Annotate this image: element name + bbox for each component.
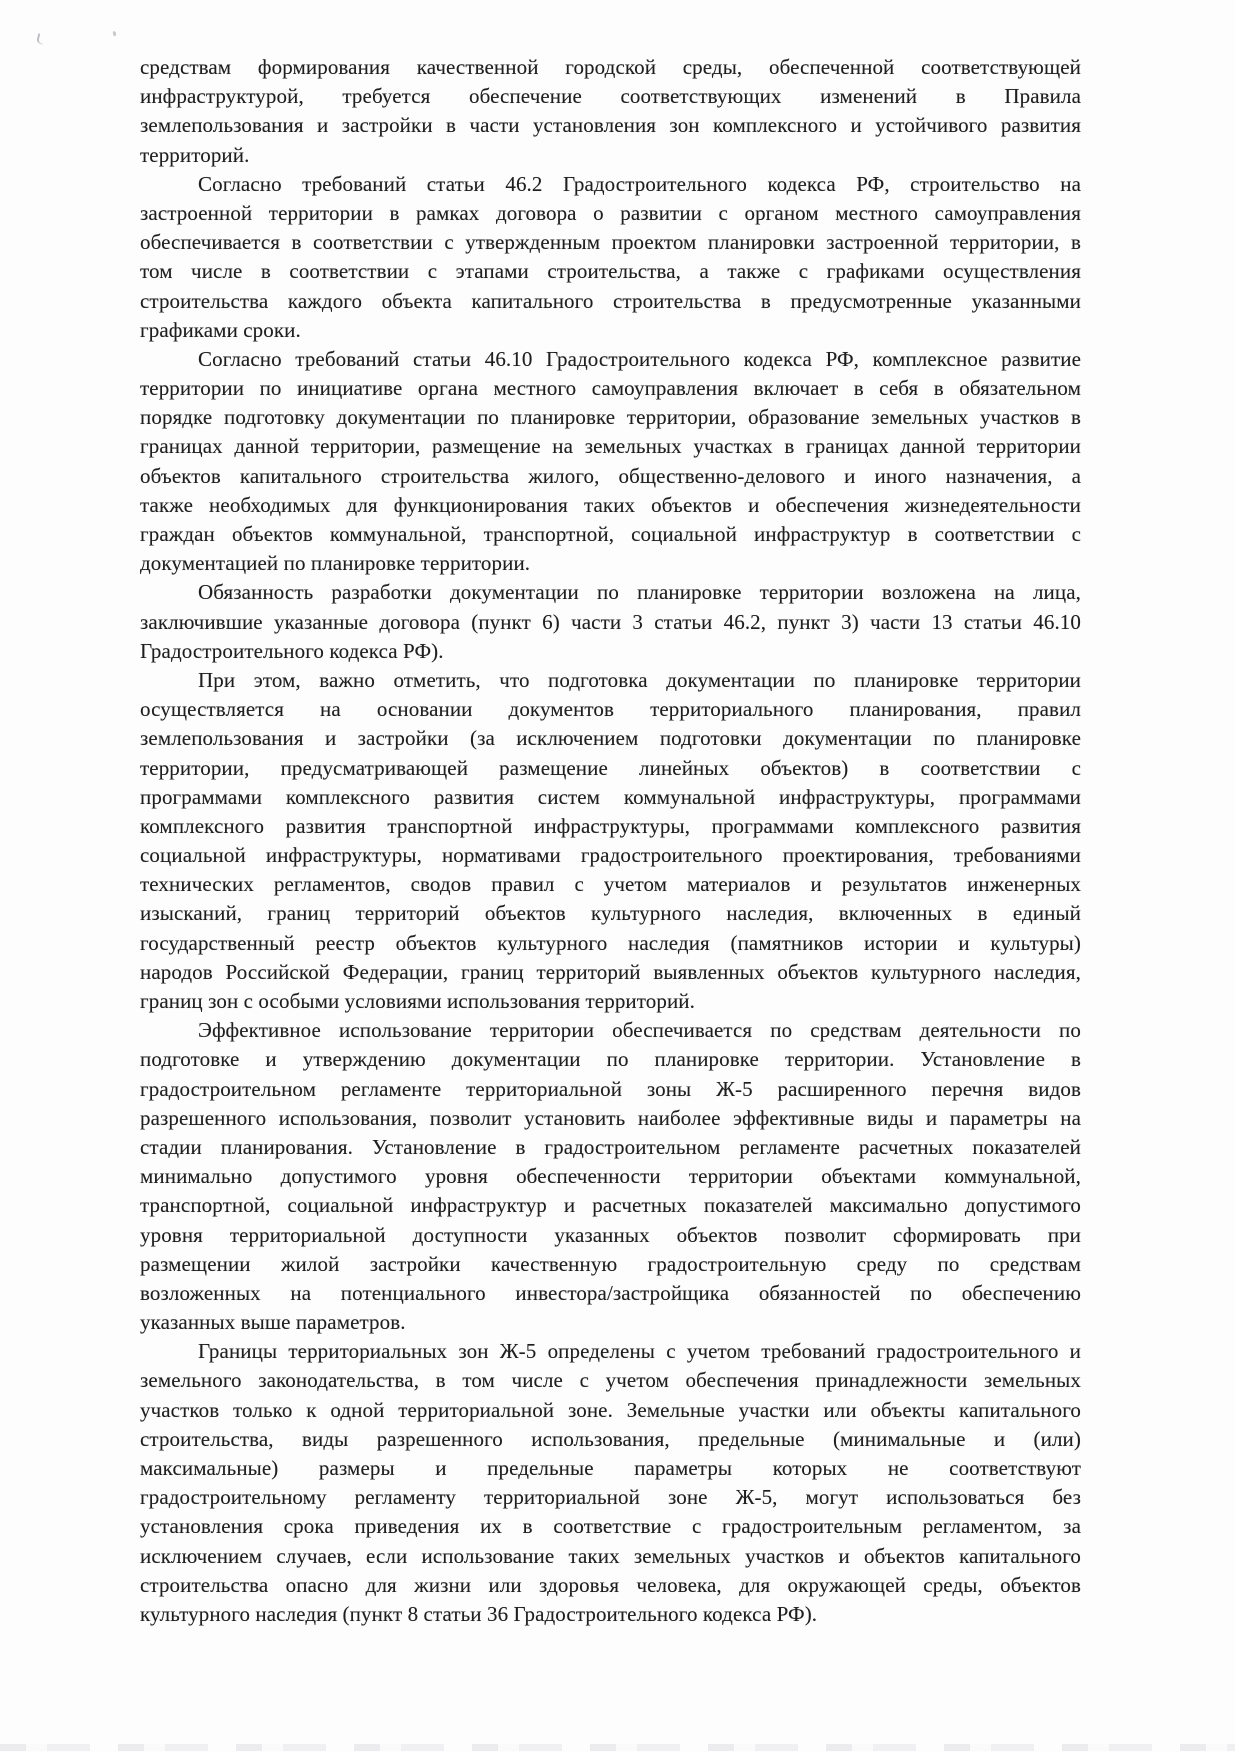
text-line: стадии планирования. Установление в градостроительном регламенте расчетных показателей — [140, 1134, 1081, 1159]
text-line: граждан объектов коммунальной, транспортной, социальной инфраструктур в соответствии с — [140, 522, 1081, 546]
text-line: Эффективное использование территории обеспечивается по средствам деятельности по — [198, 1018, 1081, 1043]
text-line: возложенных на потенциального инвестора/застройщика обязанностей по обеспечению — [140, 1280, 1081, 1305]
text-line: границах данной территории, размещение на земельных участках в границах данной территории — [140, 434, 1081, 459]
text-line: графиками сроки. — [140, 317, 301, 342]
scan-speck-artifact — [112, 31, 117, 37]
text-line: Границы территориальных зон Ж-5 определены с учетом требований градостроительного и — [198, 1339, 1081, 1364]
paragraph — [140, 666, 1081, 1016]
paragraph — [140, 1016, 1081, 1337]
scan-edge-artifact — [0, 1744, 1235, 1751]
text-line: землепользования и застройки в части установления зон комплексного и устойчивого развития — [140, 113, 1081, 138]
text-line: Градостроительного кодекса РФ). — [140, 638, 444, 663]
text-line: исключением случаев, если использование таких земельных участков и объектов капитального — [140, 1543, 1081, 1568]
text-line: застроенной территории в рамках договора о развитии с органом местного самоуправления — [140, 200, 1081, 225]
text-line: объектов капитального строительства жилого, общественно-делового и иного назначения, а — [140, 463, 1081, 488]
text-line: территории, предусматривающей размещение линейных объектов) в соответствии с — [140, 755, 1081, 780]
paragraph — [140, 345, 1081, 579]
text-line: средствам формирования качественной городской среды, обеспеченной соответствующей — [140, 55, 1081, 79]
text-line: уровня территориальной доступности указанных объектов позволит сформировать при — [140, 1222, 1081, 1247]
text-line: транспортной, социальной инфраструктур и расчетных показателей максимально допустимого — [140, 1193, 1081, 1218]
text-line: порядке подготовку документации по планировке территории, образование земельных участков в — [140, 405, 1081, 430]
text-line: обеспечивается в соответствии с утвержденным проектом планировки застроенной территории, в — [140, 230, 1081, 255]
text-line: участков только к одной территориальной зоне. Земельные участки или объекты капитального — [140, 1397, 1081, 1422]
text-line: земельного законодательства, в том числе с учетом обеспечения принадлежности земельных — [140, 1368, 1081, 1393]
text-line: строительства каждого объекта капитального строительства в предусмотренные указанными — [140, 288, 1081, 313]
text-line: документацией по планировке территории. — [140, 551, 531, 576]
text-line: комплексного развития транспортной инфраструктуры, программами комплексного развития — [140, 813, 1081, 838]
text-line: Согласно требований статьи 46.2 Градостроительного кодекса РФ, строительство на — [198, 171, 1081, 196]
text-line: строительства опасно для жизни или здоровья человека, для окружающей среды, объектов — [140, 1572, 1081, 1597]
text-line: установления срока приведения их в соответствие с градостроительным регламентом, за — [140, 1514, 1081, 1539]
text-line: максимальные) размеры и предельные параметры которых не соответствуют — [140, 1456, 1081, 1480]
text-line: градостроительному регламенту территориальной зоне Ж-5, могут использоваться без — [140, 1485, 1081, 1510]
paragraph — [140, 1337, 1081, 1629]
text-line: При этом, важно отметить, что подготовка документации по планировке территории — [198, 667, 1081, 692]
text-line: программами комплексного развития систем коммунальной инфраструктуры, программами — [140, 784, 1081, 809]
text-line: том числе в соответствии с этапами строительства, а также с графиками осуществления — [140, 259, 1081, 284]
text-line: также необходимых для функционирования таких объектов и обеспечения жизнедеятельности — [140, 492, 1081, 517]
text-line: подготовке и утверждению документации по планировке территории. Установление в — [140, 1047, 1081, 1072]
paragraph — [140, 578, 1081, 666]
text-line: градостроительном регламенте территориальной зоны Ж-5 расширенного перечня видов — [140, 1076, 1081, 1101]
text-line: Согласно требований статьи 46.10 Градостроительного кодекса РФ, комплексное развитие — [198, 346, 1081, 371]
text-line: указанных выше параметров. — [140, 1310, 406, 1335]
text-line: территории по инициативе органа местного самоуправления включает в себя в обязательном — [140, 376, 1081, 401]
text-line: заключившие указанные договора (пункт 6) части 3 статьи 46.2, пункт 3) части 13 статьи 46.10 — [140, 609, 1081, 634]
document-body — [140, 53, 1081, 1629]
text-line: культурного наследия (пункт 8 статьи 36 Градостроительного кодекса РФ). — [140, 1601, 818, 1626]
paragraph — [140, 53, 1081, 170]
text-line: инфраструктурой, требуется обеспечение соответствующих изменений в Правила — [140, 84, 1081, 109]
text-line: осуществляется на основании документов территориального планирования, правил — [140, 697, 1081, 722]
scan-speck-artifact — [36, 33, 45, 44]
text-line: границ зон с особыми условиями использования территорий. — [140, 989, 695, 1013]
paragraph — [140, 170, 1081, 345]
text-line: землепользования и застройки (за исключением подготовки документации по планировке — [140, 726, 1081, 751]
text-line: строительства, виды разрешенного использования, предельные (минимальные и (или) — [140, 1426, 1081, 1451]
text-line: разрешенного использования, позволит установить наиболее эффективные виды и параметры на — [140, 1105, 1081, 1130]
text-line: технических регламентов, сводов правил с учетом материалов и результатов инженерных — [140, 872, 1081, 897]
text-line: народов Российской Федерации, границ территорий выявленных объектов культурного наследия, — [140, 959, 1081, 984]
text-line: размещении жилой застройки качественную градостроительную среду по средствам — [140, 1251, 1081, 1276]
text-line: Обязанность разработки документации по планировке территории возложена на лица, — [198, 580, 1081, 605]
text-line: социальной инфраструктуры, нормативами градостроительного проектирования, требованиями — [140, 843, 1081, 868]
text-line: государственный реестр объектов культурного наследия (памятников истории и культуры) — [140, 930, 1081, 955]
text-line: территорий. — [140, 142, 250, 167]
text-line: минимально допустимого уровня обеспеченности территории объектами коммунальной, — [140, 1164, 1081, 1189]
text-line: изысканий, границ территорий объектов культурного наследия, включенных в единый — [140, 901, 1081, 926]
